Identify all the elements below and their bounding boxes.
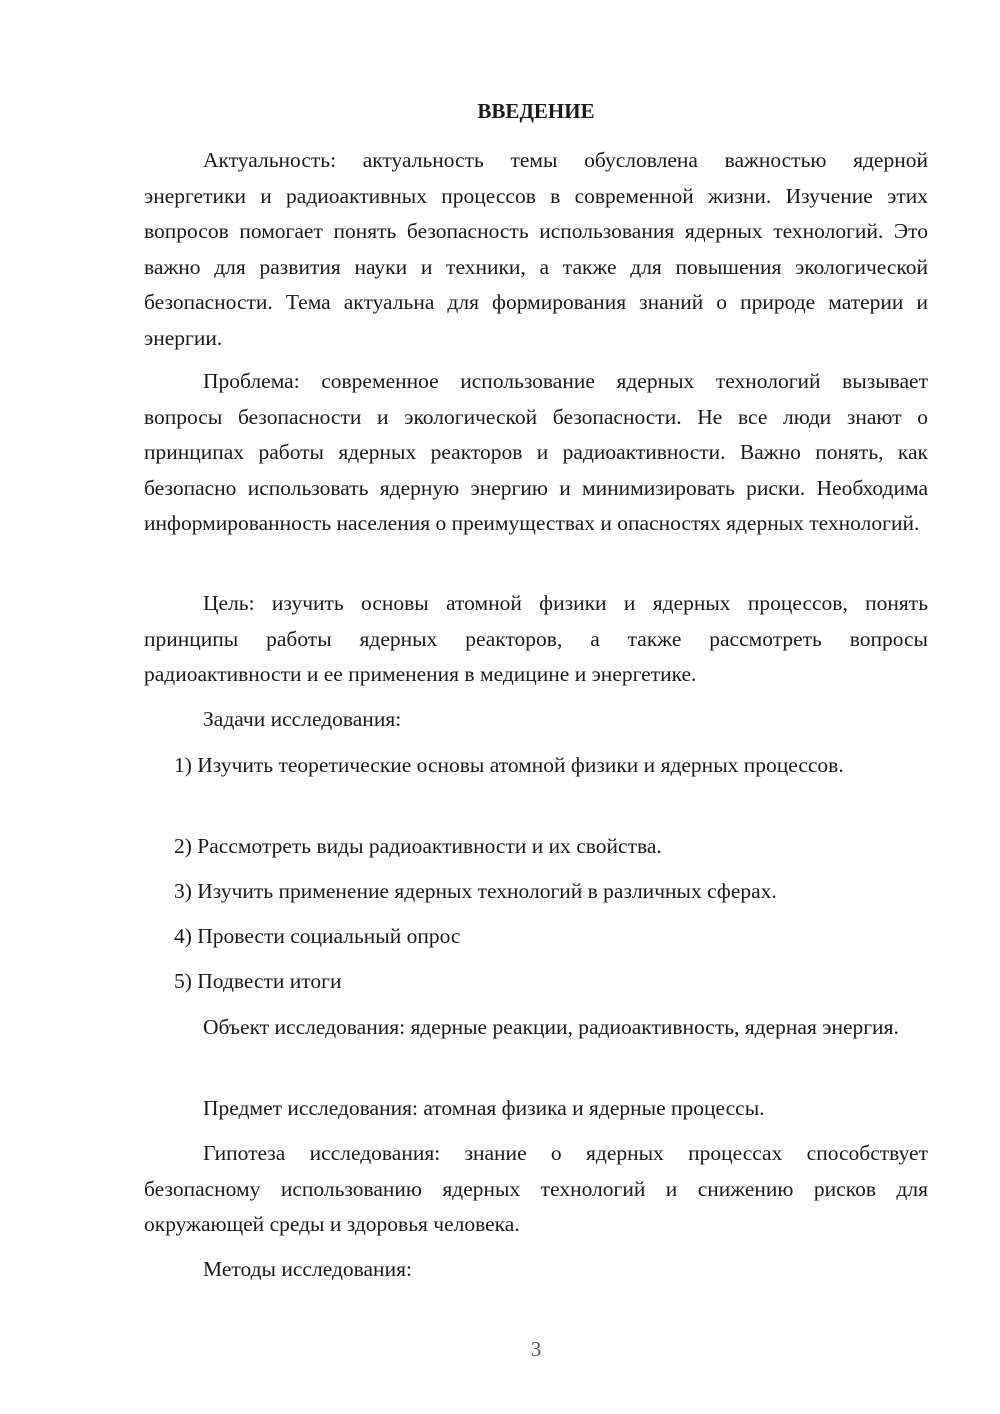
task-item-3: 3) Изучить применение ядерных технологий в различных сферах. [174,879,777,903]
paragraph-relevance: Актуальность: актуальность темы обусловлена важностью ядерной энергетики и радиоактивных процессов в современной жизни. Изучение этих вопросов помогает понять безопасность использования ядерных технологий. Это важно для развития науки и техники, а также для повышения экологической безопасности. Тема актуальна для формирования знаний о природе материи и энергии. [144,148,928,350]
methods-heading: Методы исследования: [203,1257,412,1281]
page-number: 3 [530,1337,542,1361]
paragraph-hypothesis: Гипотеза исследования: знание о ядерных процессах способствует безопасному использованию ядерных технологий и снижению рисков для окружающей среды и здоровья человека. [144,1141,928,1236]
paragraph-problem: Проблема: современное использование ядерных технологий вызывает вопросы безопасности и экологической безопасности. Не все люди знают о принципах работы ядерных реакторов и радиоактивности. Важно понять, как безопасно использовать ядерную энергию и минимизировать риски. Необходима информированность населения о преимуществах и опасностях ядерных технологий. [144,369,928,535]
task-item-5: 5) Подвести итоги [174,969,342,993]
task-item-1: 1) Изучить теоретические основы атомной физики и ядерных процессов. [174,753,844,777]
paragraph-object: Объект исследования: ядерные реакции, радиоактивность, ядерная энергия. [203,1015,899,1039]
tasks-heading: Задачи исследования: [203,707,402,731]
task-item-2: 2) Рассмотреть виды радиоактивности и их свойства. [174,834,662,858]
section-title: ВВЕДЕНИЕ [477,99,595,123]
paragraph-goal: Цель: изучить основы атомной физики и ядерных процессов, понять принципы работы ядерных реакторов, а также рассмотреть вопросы радиоактивности и ее применения в медицине и энергетике. [144,591,928,686]
paragraph-subject: Предмет исследования: атомная физика и ядерные процессы. [203,1096,765,1120]
task-item-4: 4) Провести социальный опрос [174,924,461,948]
